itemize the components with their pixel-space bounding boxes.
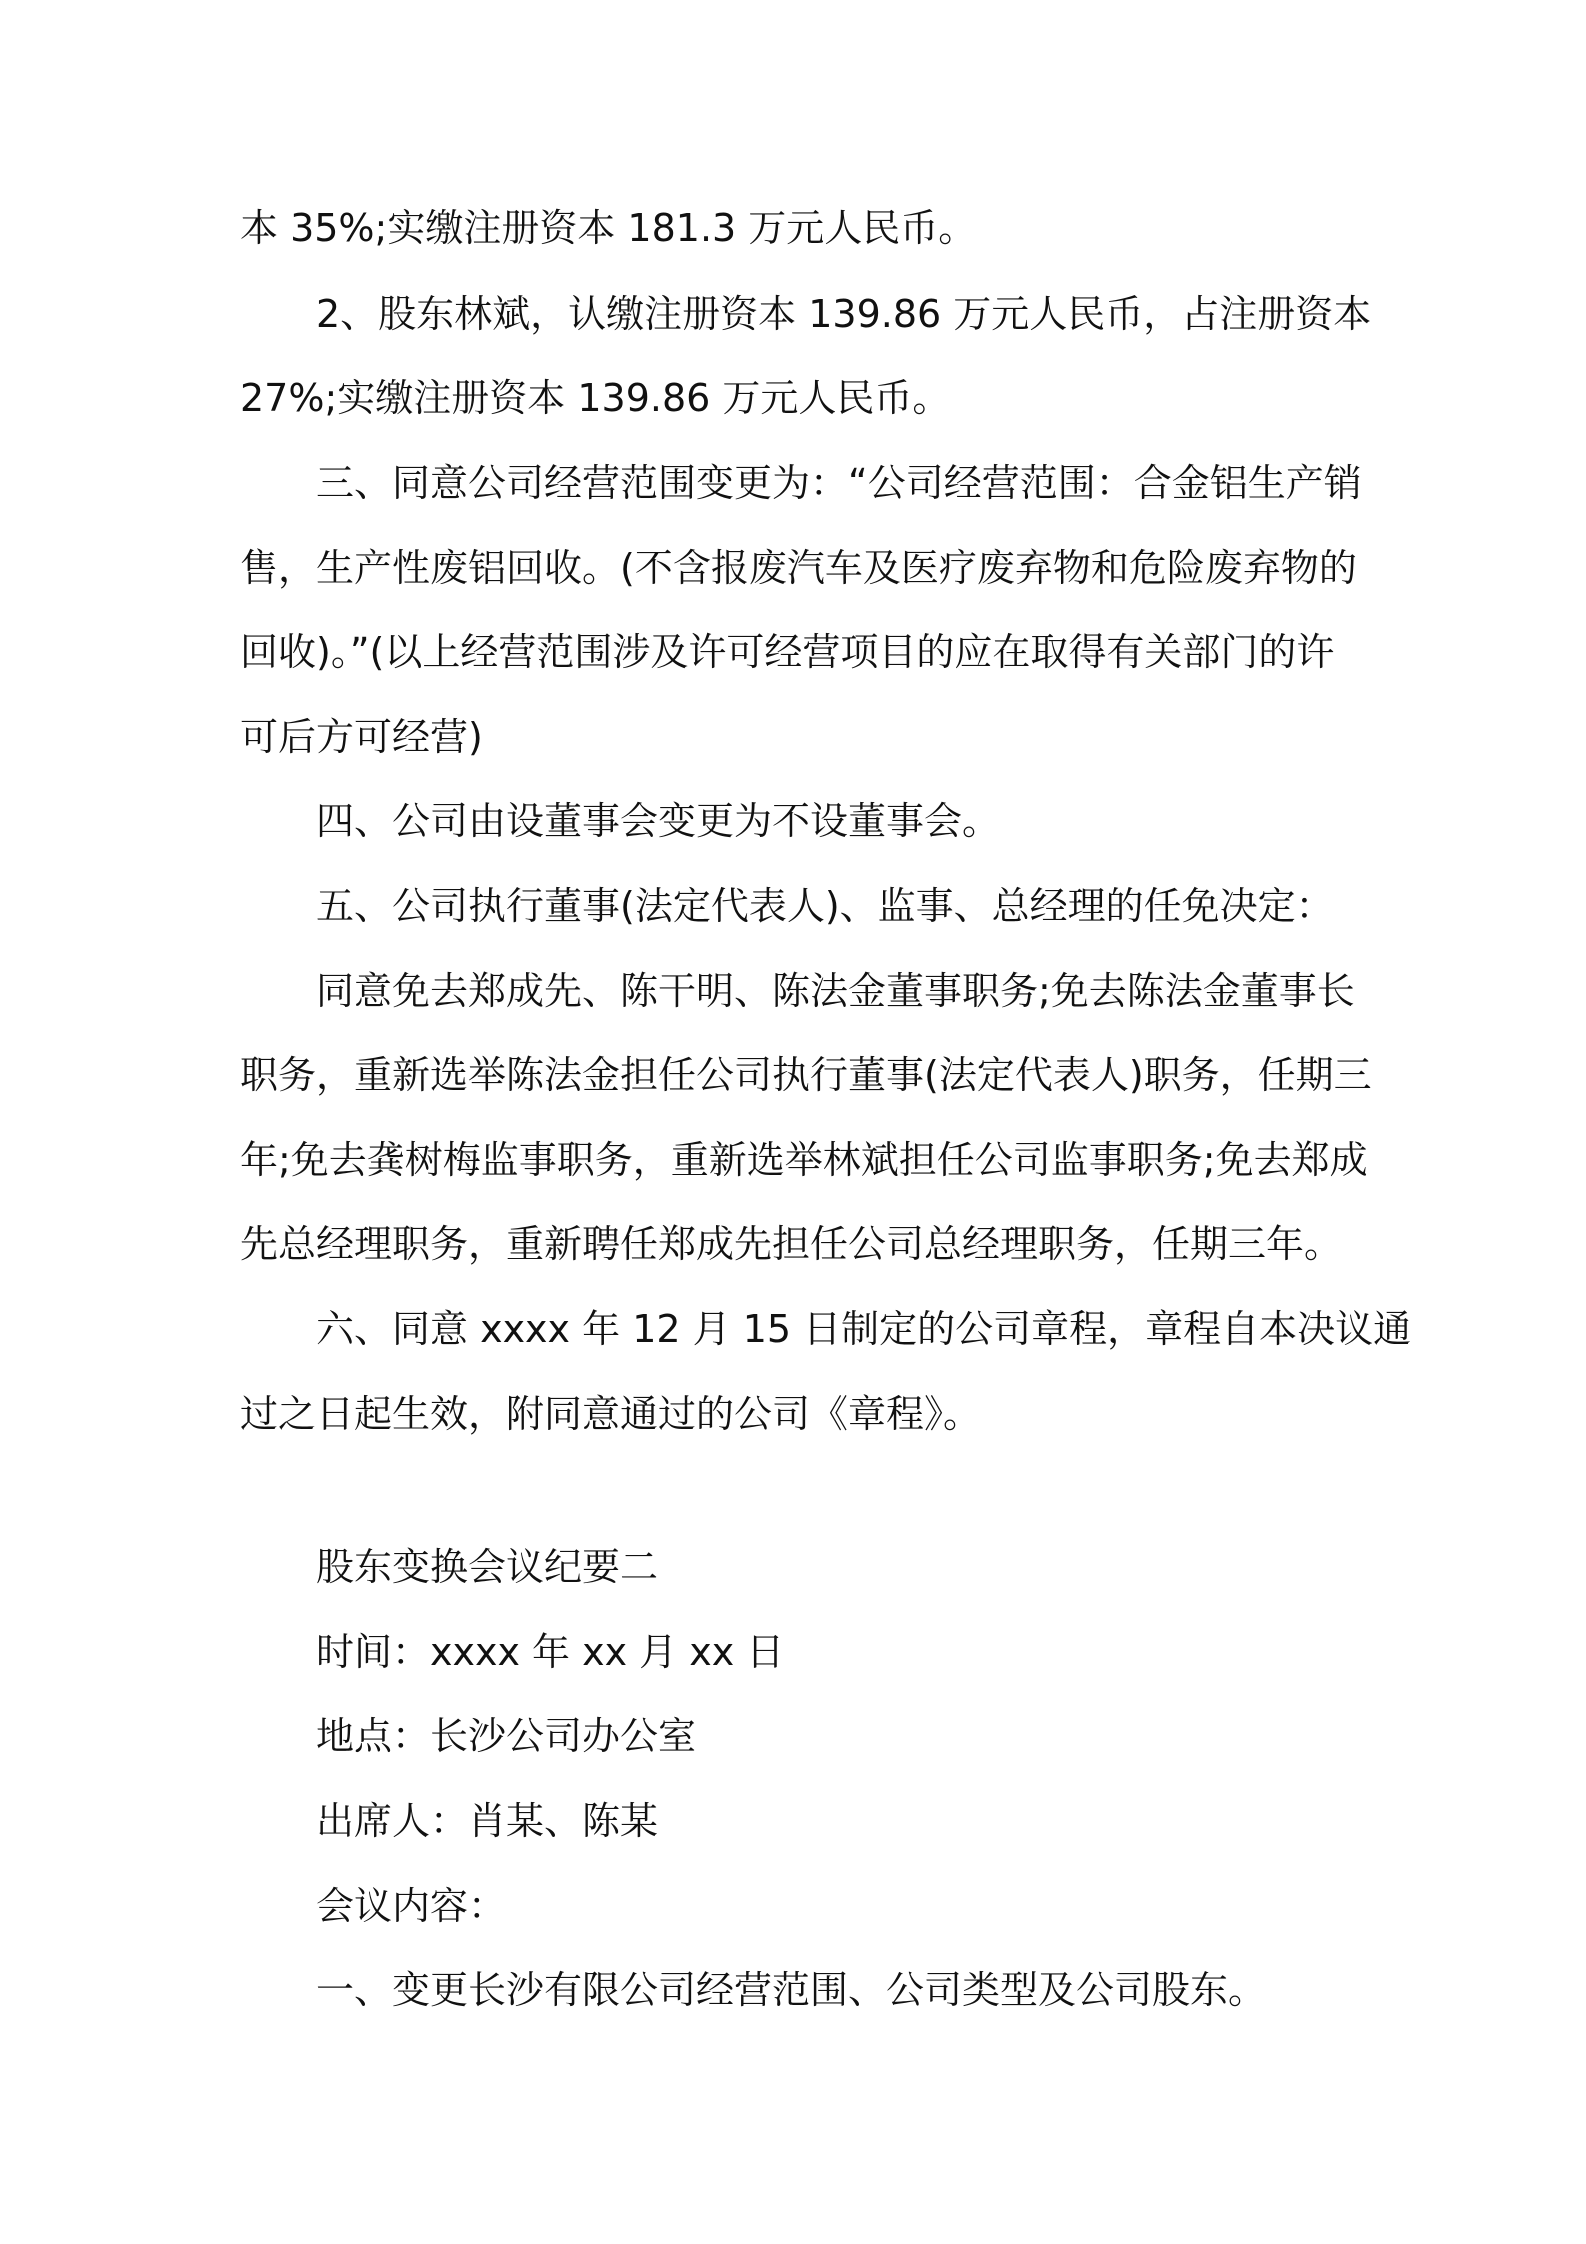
minutes-2-time: 时间：xxxx 年 xx 月 xx 日 [316,1630,785,1674]
item-3-line-1: 三、同意公司经营范围变更为：“公司经营范围：合金铝生产销 [316,461,1362,505]
minutes-2-title: 股东变换会议纪要二 [316,1545,659,1589]
continuation-line-1: 本 35%;实缴注册资本 181.3 万元人民币。 [240,206,977,250]
shareholder-2-line-1: 2、股东林斌，认缴注册资本 139.86 万元人民币，占注册资本 [316,292,1372,336]
item-4-line-1: 四、公司由设董事会变更为不设董事会。 [316,799,1001,843]
minutes-2-attendees: 出席人：肖某、陈某 [316,1799,659,1843]
minutes-2-item-1: 一、变更长沙有限公司经营范围、公司类型及公司股东。 [316,1968,1267,2012]
item-5-line-4: 年;免去龚树梅监事职务，重新选举林斌担任公司监事职务;免去郑成 [240,1138,1368,1182]
item-5-line-1: 五、公司执行董事(法定代表人)、监事、总经理的任免决定： [316,884,1334,928]
minutes-2-place: 地点：长沙公司办公室 [316,1714,697,1758]
shareholder-2-line-2: 27%;实缴注册资本 139.86 万元人民币。 [240,376,951,420]
item-5-line-5: 先总经理职务，重新聘任郑成先担任公司总经理职务，任期三年。 [240,1222,1343,1266]
item-3-line-2: 售，生产性废铝回收。(不含报废汽车及医疗废弃物和危险废弃物的 [240,546,1357,590]
item-5-line-3: 职务，重新选举陈法金担任公司执行董事(法定代表人)职务，任期三 [240,1053,1372,1097]
item-3-line-3: 回收)。”(以上经营范围涉及许可经营项目的应在取得有关部门的许 [240,630,1335,674]
item-6-line-2: 过之日起生效，附同意通过的公司《章程》。 [240,1392,982,1436]
item-6-line-1: 六、同意 xxxx 年 12 月 15 日制定的公司章程，章程自本决议通 [316,1307,1412,1351]
item-5-line-2: 同意免去郑成先、陈干明、陈法金董事职务;免去陈法金董事长 [316,969,1355,1013]
minutes-2-content-label: 会议内容： [316,1884,507,1928]
item-3-line-4: 可后方可经营) [240,715,483,759]
